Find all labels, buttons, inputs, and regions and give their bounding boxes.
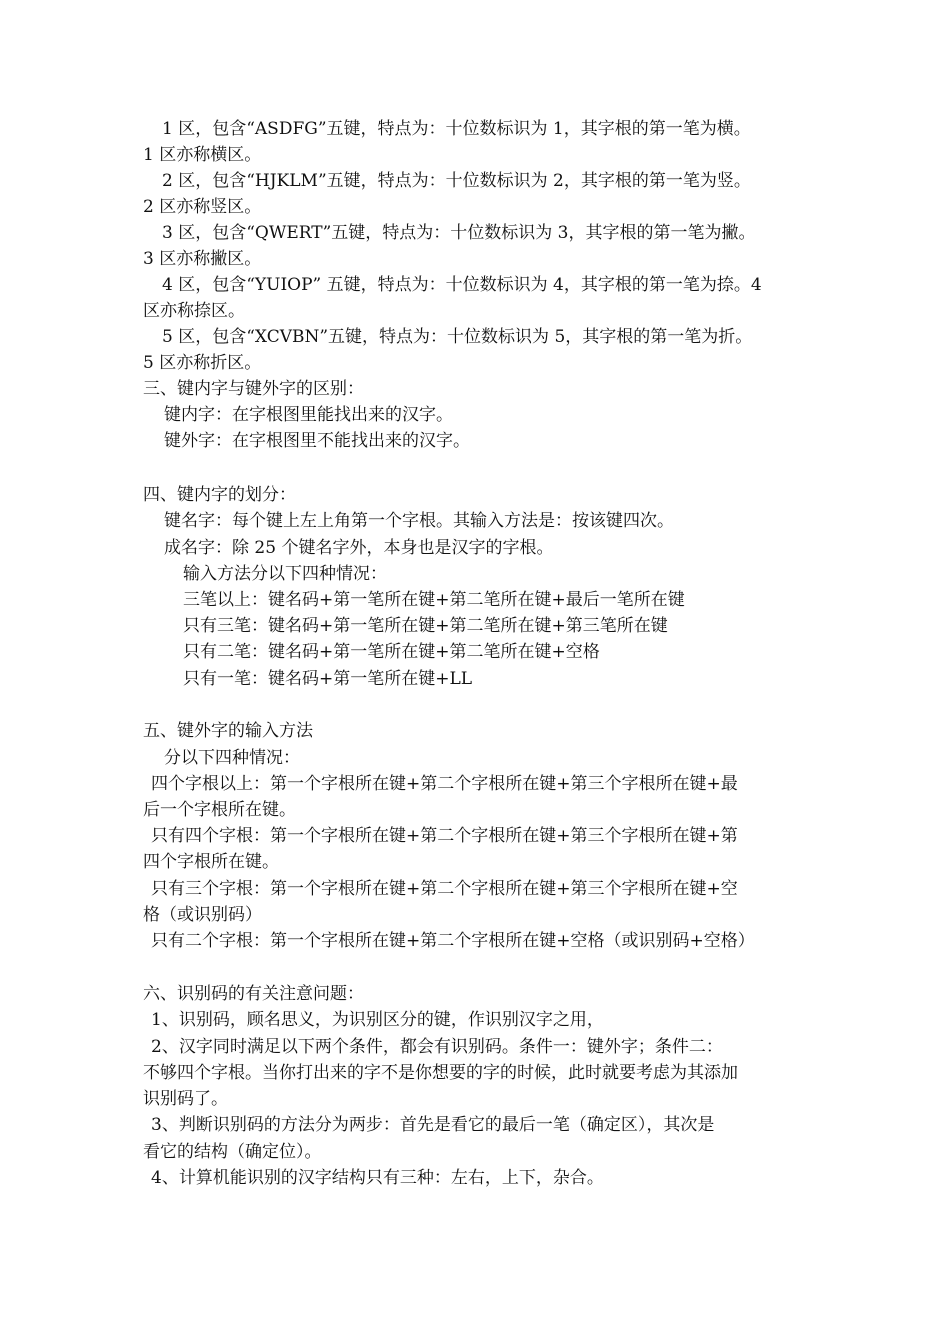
text-line: 键名字：每个键上左上角第一个字根。其输入方法是：按该键四次。: [164, 511, 674, 531]
text-line: 1 区亦称横区。: [143, 145, 262, 165]
text-line: 分以下四种情况：: [164, 748, 300, 768]
text-line: 只有三个字根：第一个字根所在键+第二个字根所在键+第三个字根所在键+空: [151, 879, 738, 899]
text-line: 三笔以上：键名码+第一笔所在键+第二笔所在键+最后一笔所在键: [183, 590, 685, 610]
text-line: 2 区亦称竖区。: [143, 197, 262, 217]
text-line: 只有四个字根：第一个字根所在键+第二个字根所在键+第三个字根所在键+第: [151, 826, 738, 846]
text-line: 看它的结构（确定位）。: [143, 1142, 322, 1162]
text-line: 键内字：在字根图里能找出来的汉字。: [164, 405, 453, 425]
text-line: 3、判断识别码的方法分为两步：首先是看它的最后一笔（确定区），其次是: [151, 1115, 715, 1135]
text-line: 键外字：在字根图里不能找出来的汉字。: [164, 431, 470, 451]
text-line: 四个字根所在键。: [143, 852, 279, 872]
text-line: 1、识别码，顾名思义，为识别区分的键，作识别汉字之用，: [151, 1010, 604, 1030]
text-line: 2、汉字同时满足以下两个条件，都会有识别码。条件一：键外字；条件二：: [151, 1037, 723, 1057]
text-line: 只有三笔：键名码+第一笔所在键+第二笔所在键+第三笔所在键: [183, 616, 668, 636]
text-line: 成名字：除 25 个键名字外，本身也是汉字的字根。: [164, 538, 554, 558]
text-line: 5 区亦称折区。: [143, 353, 262, 373]
text-line: 识别码了。: [143, 1089, 228, 1109]
text-line: 只有二笔：键名码+第一笔所在键+第二笔所在键+空格: [183, 642, 600, 662]
text-line: 3 区亦称撇区。: [143, 249, 262, 269]
text-line: 3 区，包含“QWERT”五键，特点为：十位数标识为 3，其字根的第一笔为撇。: [162, 223, 756, 243]
text-line: 1 区，包含“ASDFG”五键，特点为：十位数标识为 1，其字根的第一笔为横。: [162, 119, 751, 139]
text-line: 后一个字根所在键。: [143, 800, 296, 820]
text-line: 只有二个字根：第一个字根所在键+第二个字根所在键+空格（或识别码+空格）: [151, 931, 755, 951]
section-heading: 六、识别码的有关注意问题：: [143, 984, 364, 1004]
text-line: 2 区，包含“HJKLM”五键，特点为：十位数标识为 2，其字根的第一笔为竖。: [162, 171, 751, 191]
text-line: 不够四个字根。当你打出来的字不是你想要的字的时候，此时就要考虑为其添加: [143, 1063, 738, 1083]
text-line: 4 区，包含“YUIOP” 五键，特点为：十位数标识为 4，其字根的第一笔为捺。4: [162, 275, 762, 295]
text-line: 四个字根以上：第一个字根所在键+第二个字根所在键+第三个字根所在键+最: [151, 774, 738, 794]
section-heading: 四、键内字的划分：: [143, 485, 296, 505]
section-heading: 三、键内字与键外字的区别：: [143, 379, 364, 399]
section-heading: 五、键外字的输入方法: [143, 721, 313, 741]
text-line: 5 区，包含“XCVBN”五键，特点为：十位数标识为 5，其字根的第一笔为折。: [162, 327, 753, 347]
text-line: 输入方法分以下四种情况：: [183, 564, 387, 584]
text-line: 4、计算机能识别的汉字结构只有三种：左右，上下，杂合。: [151, 1168, 604, 1188]
text-line: 格（或识别码）: [143, 905, 262, 925]
text-line: 区亦称捺区。: [143, 301, 245, 321]
text-line: 只有一笔：键名码+第一笔所在键+LL: [183, 669, 473, 689]
